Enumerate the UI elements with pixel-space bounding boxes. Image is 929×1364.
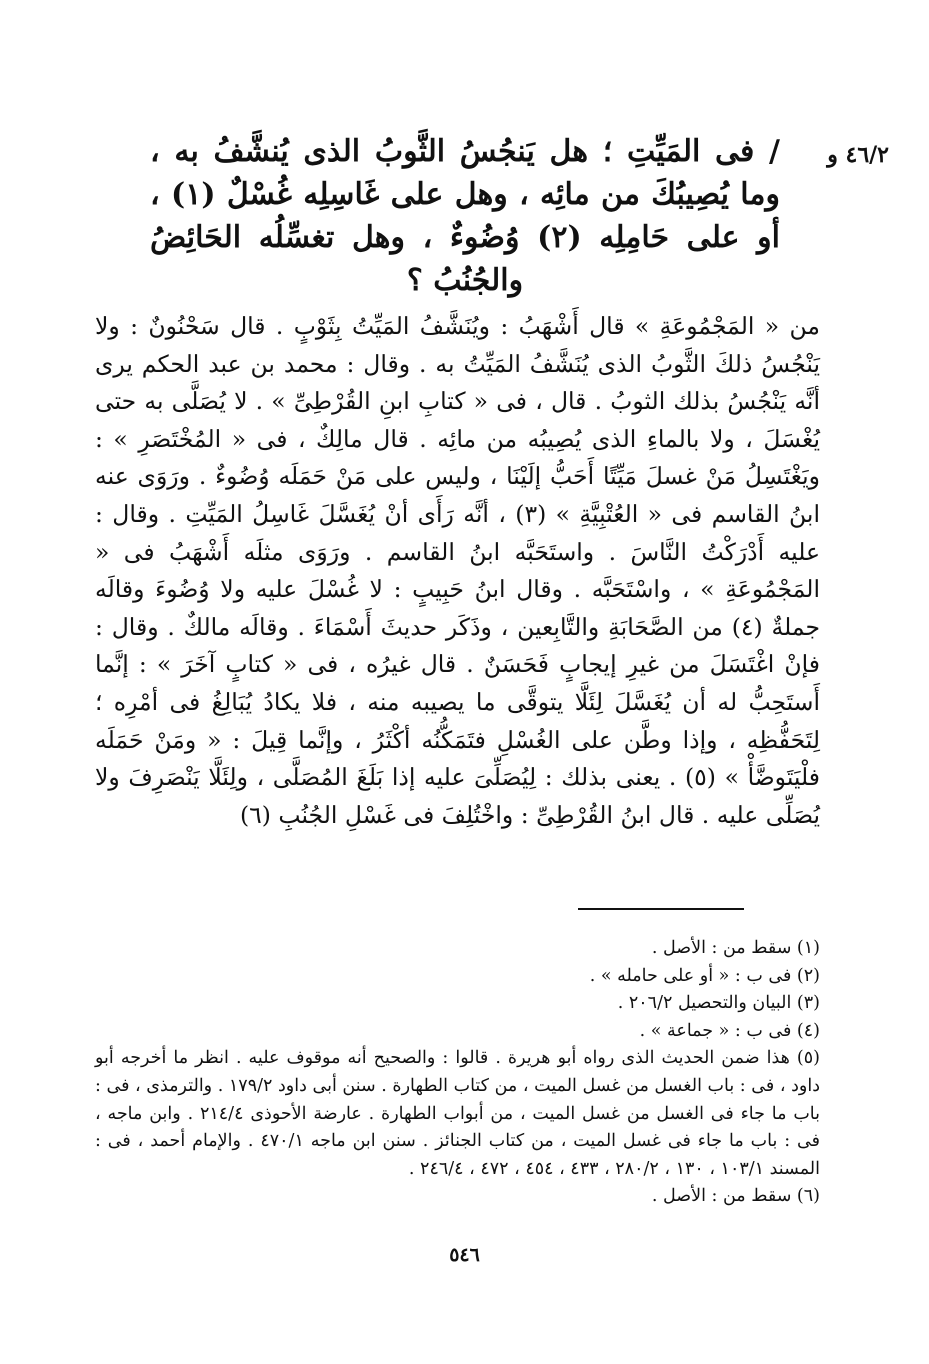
footnote-2: (٢) فى ب : « أو على حامله » . — [589, 965, 820, 986]
footnote-4: (٤) فى ب : « جماعة » . — [639, 1020, 820, 1041]
footnote-5: (٥) هذا ضمن الحديث الذى رواه أبو هريرة . قالوا : والصحيح أنه موقوف عليه . انظر ما أخرجه أبو داود ، فى : باب الغسل من غسل الميت ، من كتاب الطهارة . سنن أبى داود ١٧٩/٢ . والترمذى ، فى : باب ما جاء فى الغسل من غسل الميت ، من أبواب الطهارة . عارضة الأحوذى ٢١٤/٤ . وابن ماجه ، فى : باب ما جاء فى غسل الميت ، من كتاب الجنائز . سنن ابن ماجه ٤٧٠/١ . والإمام أحمد ، فى : المسند ١٠٣/١ ، ١٣٠ ، ٢٨٠/٢ ، ٤٣٣ ، ٤٥٤ ، ٤٧٢ ، ٢٤٦/٤ . — [95, 1048, 821, 1179]
main-text: من « المَجْمُوعَةِ » قال أَشْهَبُ : ويُنَشَّفُ المَيِّتُ بِثَوْبٍ . قال سَحْنُونٌ : ولا يَنْجُسُ ذلكَ الثَّوبُ الذى يُنَشَّفُ المَيِّتُ به . وقال : محمد بن عبد الحكم يرى أنَّه يَنْجُسُ بذلك الثوبُ . قال ، فى « كتابِ ابنِ القُرْطِىِّ » . لا يُصَلَّى به حتى يُغْسَلَ ، ولا بالماءِ الذى يُصِيبُه من مائِه . قال مالِكٌ ، فى « المُخْتَصَرِ » : ويَغْتَسِلُ مَنْ غسلَ مَيِّتًا أَحَبُّ إلَيْنَا ، وليس على مَنْ حَمَلَه وُضُوءٌ . ورَوَى عنه ابنُ القاسم فى « العُتْبِيَّةِ » (٣) ، أنَّه رَأَى أنْ يُغَسَّلَ غَاسِلُ المَيِّتِ . وقال : عليه أَدْرَكْتُ النَّاسَ . واستَحَبَّه ابنُ القاسم . ورَوَى مثلَه أَشْهَبُ فى « المَجْمُوعَةِ » ، واسْتَحَبَّه . وقال ابنُ حَبِيبٍ : لا غُسْلَ عليه ولا وُضُوءَ وقالَه جملةٌ (٤) من الصَّحَابَةِ والتَّابِعين ، وذَكَر حديثَ أَسْمَاءَ . وقالَه مالكٌ . وقال : فإنْ اغْتَسَلَ من غيرِ إيجابٍ فَحَسَنٌ . قال غيرُه ، فى « كتابٍ آخَرَ » : إنَّما أَستَحِبُّ له أن يُغَسَّلَ لِئَلَّا يتوقَّى ما يصيبه منه ، فلا يكادُ يُبَالِغُ فى أمْرِه ؛ لِتَحَفُّظِه ، وإذا وطَّن على الغُسْلِ فتَمَكُّنُه أكْثَرُ ، وإنَّما قِيلَ : « ومَنْ حَمَلَه فلْيَتَوضَّأْ » (٥) . يعنى بذلك : لِيُصَلِّىَ عليه إذا بَلَغَ المُصَلَّى ، ولِئَلَّا يَنْصَرِفَ ولا يُصَلِّى عليه . قال ابنُ القُرْطِىِّ : واخْتُلِفَ فى غَسْلِ الجُنُبِ (٦) — [95, 312, 821, 829]
footnote-separator — [578, 908, 744, 910]
manuscript-folio-marker: ٤٦/٢ و — [827, 142, 889, 168]
footnote-6: (٦) سقط من : الأصل . — [651, 1186, 820, 1207]
footnote-1: (١) سقط من : الأصل . — [651, 938, 820, 958]
footnote-3: (٣) البيان والتحصيل ٢٠٦/٢ . — [617, 993, 820, 1014]
footnotes — [95, 935, 820, 1211]
section-heading: / فى المَيِّتِ ؛ هل يَنجُسُ الثَّوبُ الذى يُنشَّفُ به ، وما يُصِيبُكَ من مائِه ، وهل على غَاسِلِه غُسْلٌ (١) ، أو على حَامِلِه (٢) وُضُوءٌ ، وهل تغسِّلُه الحَائِضُ والجُنُبُ ؟ — [150, 134, 780, 298]
page-number: ٥٤٦ — [449, 1244, 480, 1266]
